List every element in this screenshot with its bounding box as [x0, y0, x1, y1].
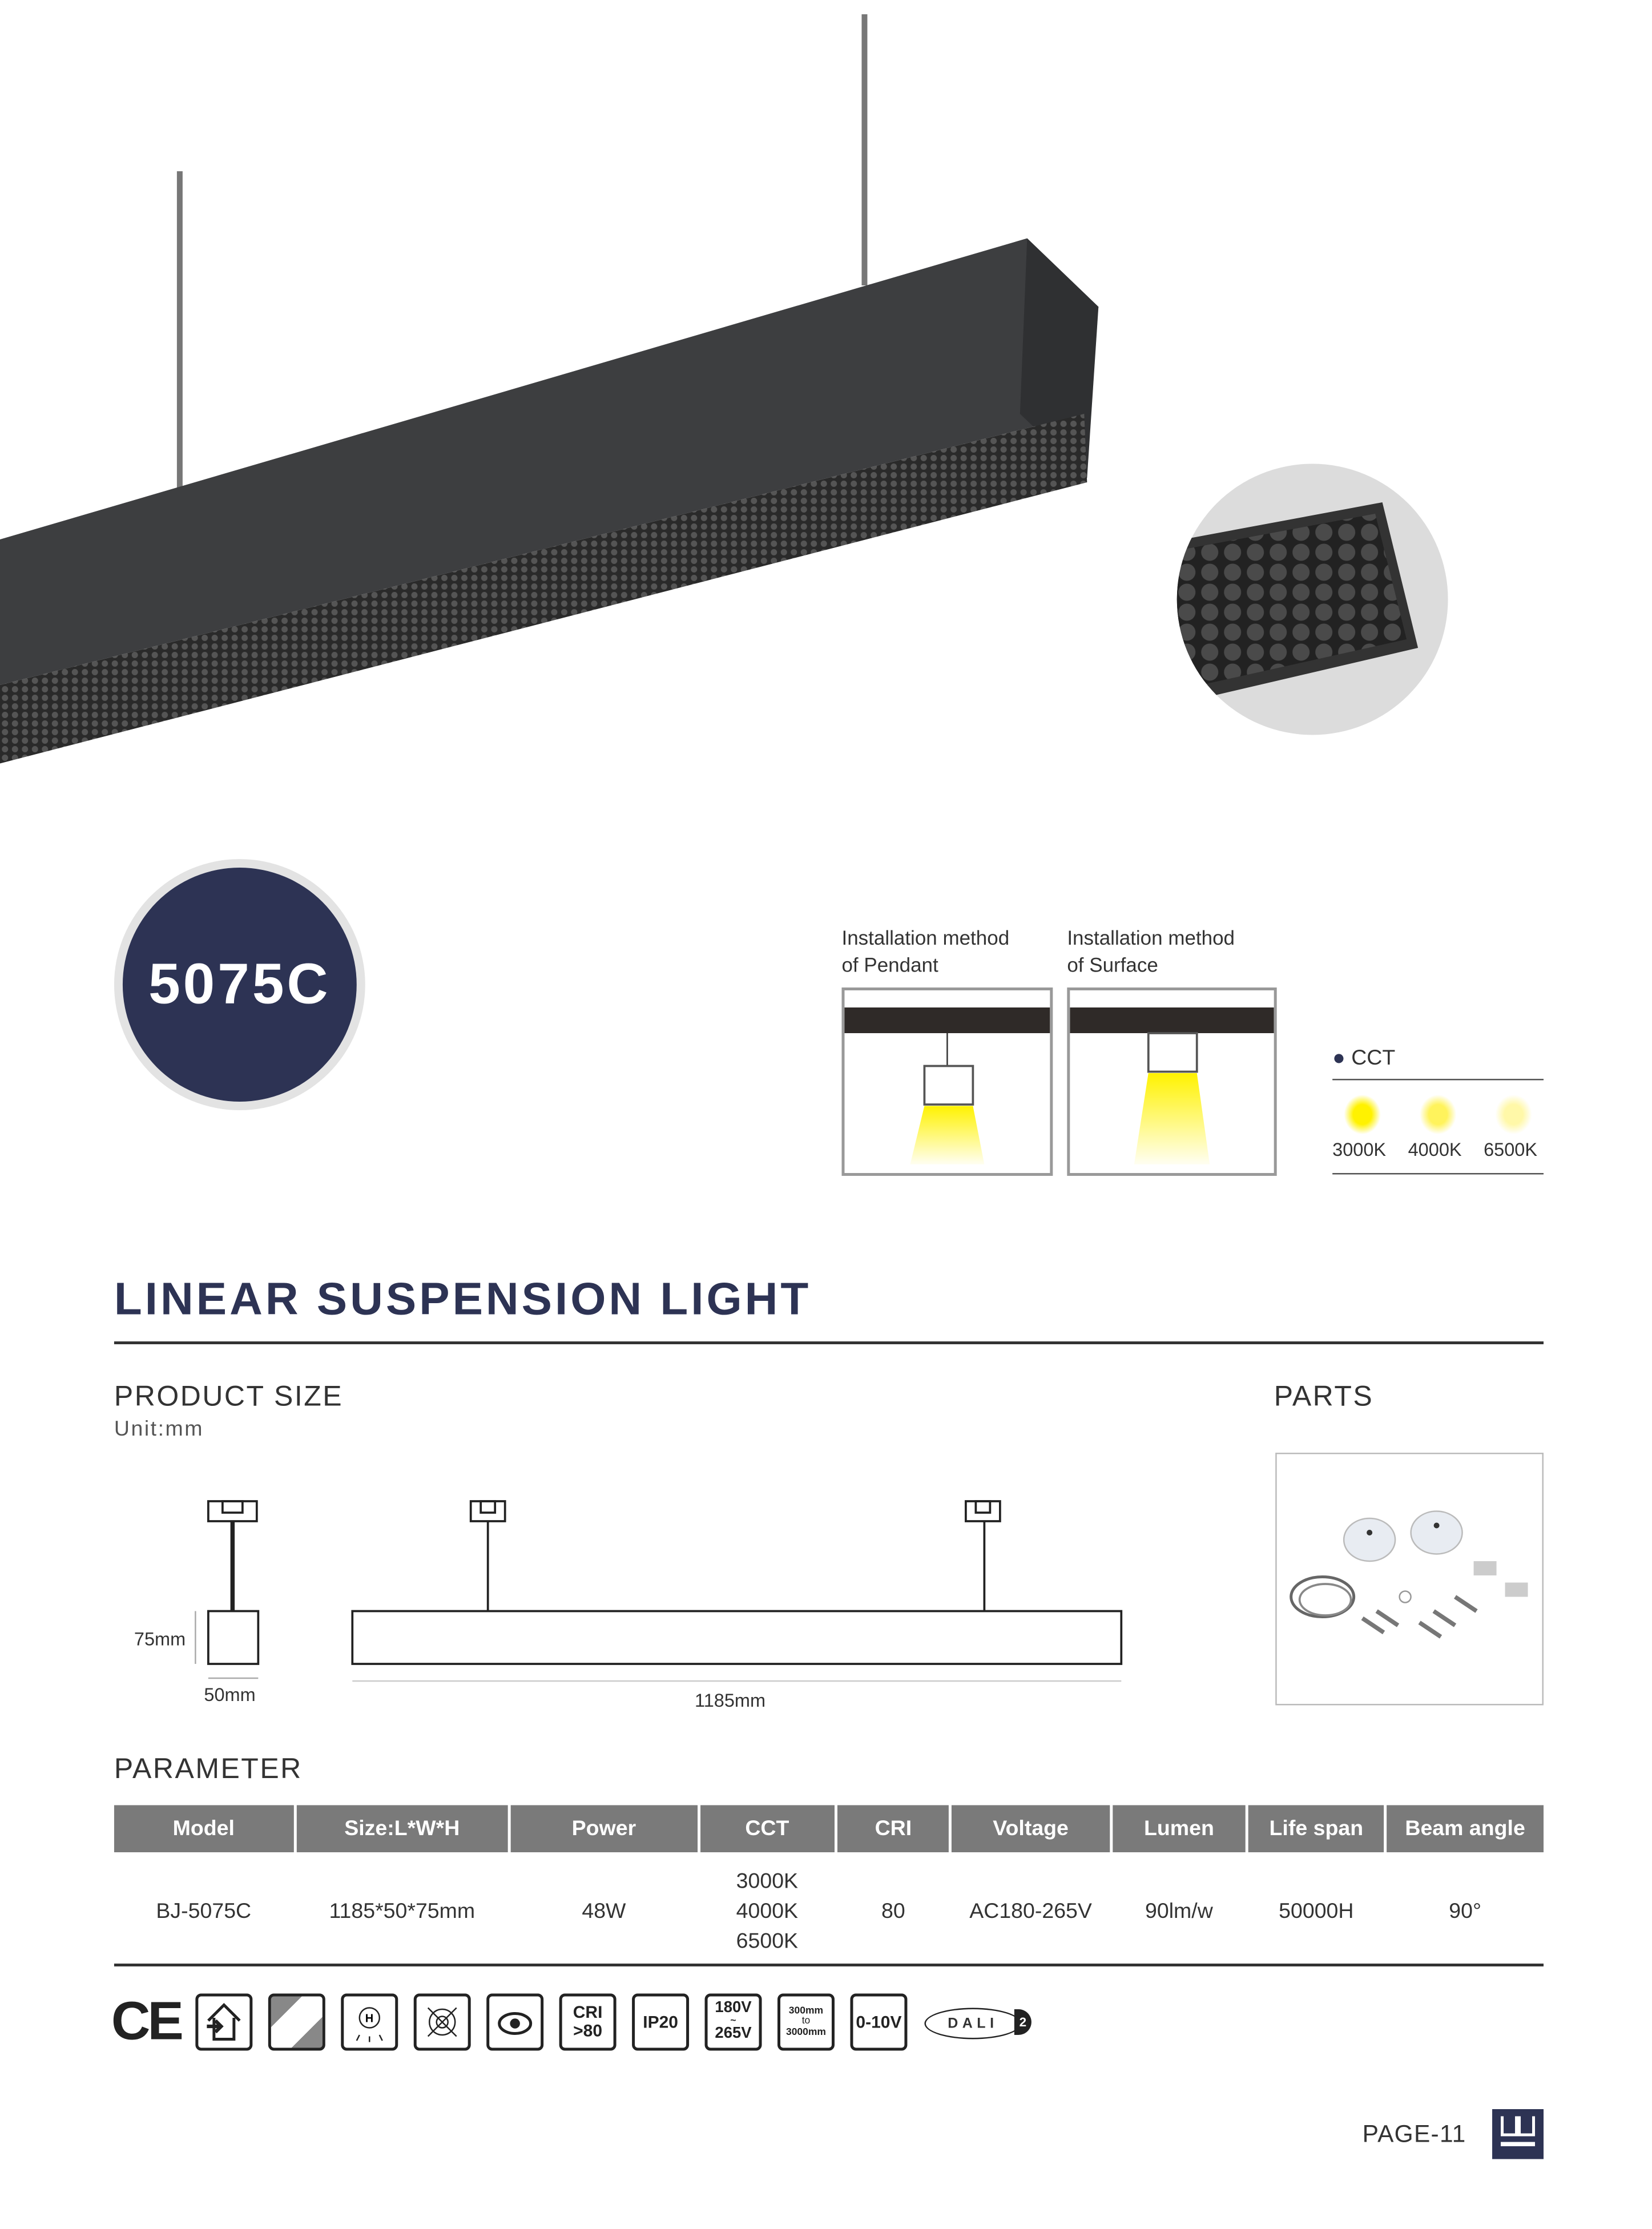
- icon-text: DALI: [948, 2016, 998, 2032]
- no-uv-icon: [414, 1994, 471, 2051]
- cct-label: CCT: [1351, 1046, 1396, 1070]
- length-dimension: 1185mm: [695, 1690, 766, 1711]
- cct-heading: [1332, 1046, 1395, 1071]
- parameter-table: [111, 1805, 1546, 1970]
- indoor-use-icon: [195, 1994, 252, 2051]
- installation-pendant-label: [841, 925, 1009, 979]
- honeycomb-detail-inset: [1175, 462, 1449, 736]
- column-header: Beam angle: [1387, 1805, 1544, 1853]
- unit-label: Unit:mm: [114, 1417, 204, 1441]
- page-logo-icon: [1492, 2109, 1544, 2159]
- cri-icon: [559, 1994, 617, 2051]
- cct-swatch-3000k: [1344, 1095, 1381, 1135]
- column-header: Model: [114, 1805, 293, 1853]
- cell-lumen: 90lm/w: [1145, 1899, 1213, 1923]
- height-dimension: 75mm: [134, 1628, 186, 1650]
- parts-image: [1275, 1453, 1544, 1706]
- model-badge-text: 5075C: [148, 952, 331, 1015]
- cell-cct: [700, 1852, 835, 1969]
- icon-text: 300mm: [788, 2006, 824, 2017]
- column-header: Life span: [1248, 1805, 1384, 1853]
- product-title: LINEAR SUSPENSION LIGHT: [114, 1273, 812, 1324]
- cell-model: BJ-5075C: [156, 1899, 252, 1923]
- divider: [1332, 1079, 1544, 1081]
- icon-text: to: [801, 2017, 811, 2027]
- pendant-diagram: [841, 987, 1053, 1176]
- icon-text: IP20: [643, 2012, 678, 2032]
- label-line: of Pendant: [841, 953, 938, 976]
- divider: [1332, 1173, 1544, 1175]
- cct-value: 3000K: [736, 1868, 799, 1893]
- table-header-row: [114, 1805, 1544, 1853]
- icon-text: 180V: [715, 2000, 752, 2017]
- cct-value: 4000K: [1408, 1139, 1462, 1160]
- cell-life: 50000H: [1279, 1899, 1354, 1923]
- cct-value: 3000K: [1332, 1139, 1387, 1160]
- column-header: CCT: [700, 1805, 835, 1853]
- cell-voltage: AC180-265V: [969, 1899, 1092, 1923]
- cct-swatch-4000k: [1420, 1095, 1457, 1135]
- model-badge: [123, 868, 357, 1102]
- table-row: [114, 1852, 1544, 1969]
- icon-text: ~: [730, 2016, 736, 2026]
- cct-value: 4000K: [736, 1899, 799, 1923]
- cell-beam: 90°: [1449, 1899, 1481, 1923]
- installation-surface-label: [1067, 925, 1235, 979]
- parameter-heading: PARAMETER: [114, 1754, 303, 1785]
- cell-size: 1185*50*75mm: [329, 1899, 476, 1923]
- width-dimension: 50mm: [204, 1684, 256, 1706]
- dali-icon: [924, 2008, 1021, 2039]
- dali-version: 2: [1014, 2009, 1032, 2035]
- svg-text:H: H: [365, 2012, 374, 2025]
- column-header: CRI: [837, 1805, 949, 1853]
- ip-rating-icon: [632, 1994, 689, 2051]
- icon-text: 0-10V: [856, 2012, 902, 2032]
- cct-swatch-6500k: [1495, 1095, 1532, 1135]
- label-line: Installation method: [1067, 926, 1235, 949]
- parts-heading: PARTS: [1274, 1381, 1374, 1413]
- column-header: Size:L*W*H: [296, 1805, 508, 1853]
- beam-shape-icon: [268, 1994, 325, 2051]
- cell-cri: 80: [881, 1899, 905, 1923]
- cell-power: 48W: [582, 1899, 626, 1923]
- no-halogen-icon: [341, 1994, 398, 2051]
- ce-mark-icon: CE: [111, 1992, 181, 2052]
- cable-length-icon: [777, 1994, 835, 2051]
- label-line: Installation method: [841, 926, 1010, 949]
- icon-text: 265V: [715, 2025, 752, 2042]
- icon-text: 3000mm: [785, 2027, 827, 2038]
- product-size-heading: PRODUCT SIZE: [114, 1381, 344, 1413]
- icon-text: CRI: [573, 2002, 603, 2023]
- icon-text: >80: [573, 2021, 603, 2041]
- dimming-0-10v-icon: [850, 1994, 907, 2051]
- page-number: PAGE-11: [1362, 2121, 1466, 2148]
- column-header: Voltage: [952, 1805, 1110, 1853]
- dimension-drawing: [114, 1484, 1141, 1727]
- voltage-icon: [705, 1994, 762, 2051]
- surface-diagram: [1067, 987, 1276, 1176]
- table-divider: [114, 1964, 1544, 1966]
- bullet-icon: ●: [1332, 1046, 1345, 1070]
- title-divider: [114, 1341, 1544, 1344]
- column-header: Lumen: [1112, 1805, 1246, 1853]
- label-line: of Surface: [1067, 953, 1158, 976]
- column-header: Power: [511, 1805, 697, 1853]
- cct-value: 6500K: [736, 1928, 799, 1953]
- cct-value: 6500K: [1484, 1139, 1538, 1160]
- eye-protection-icon: [486, 1994, 543, 2051]
